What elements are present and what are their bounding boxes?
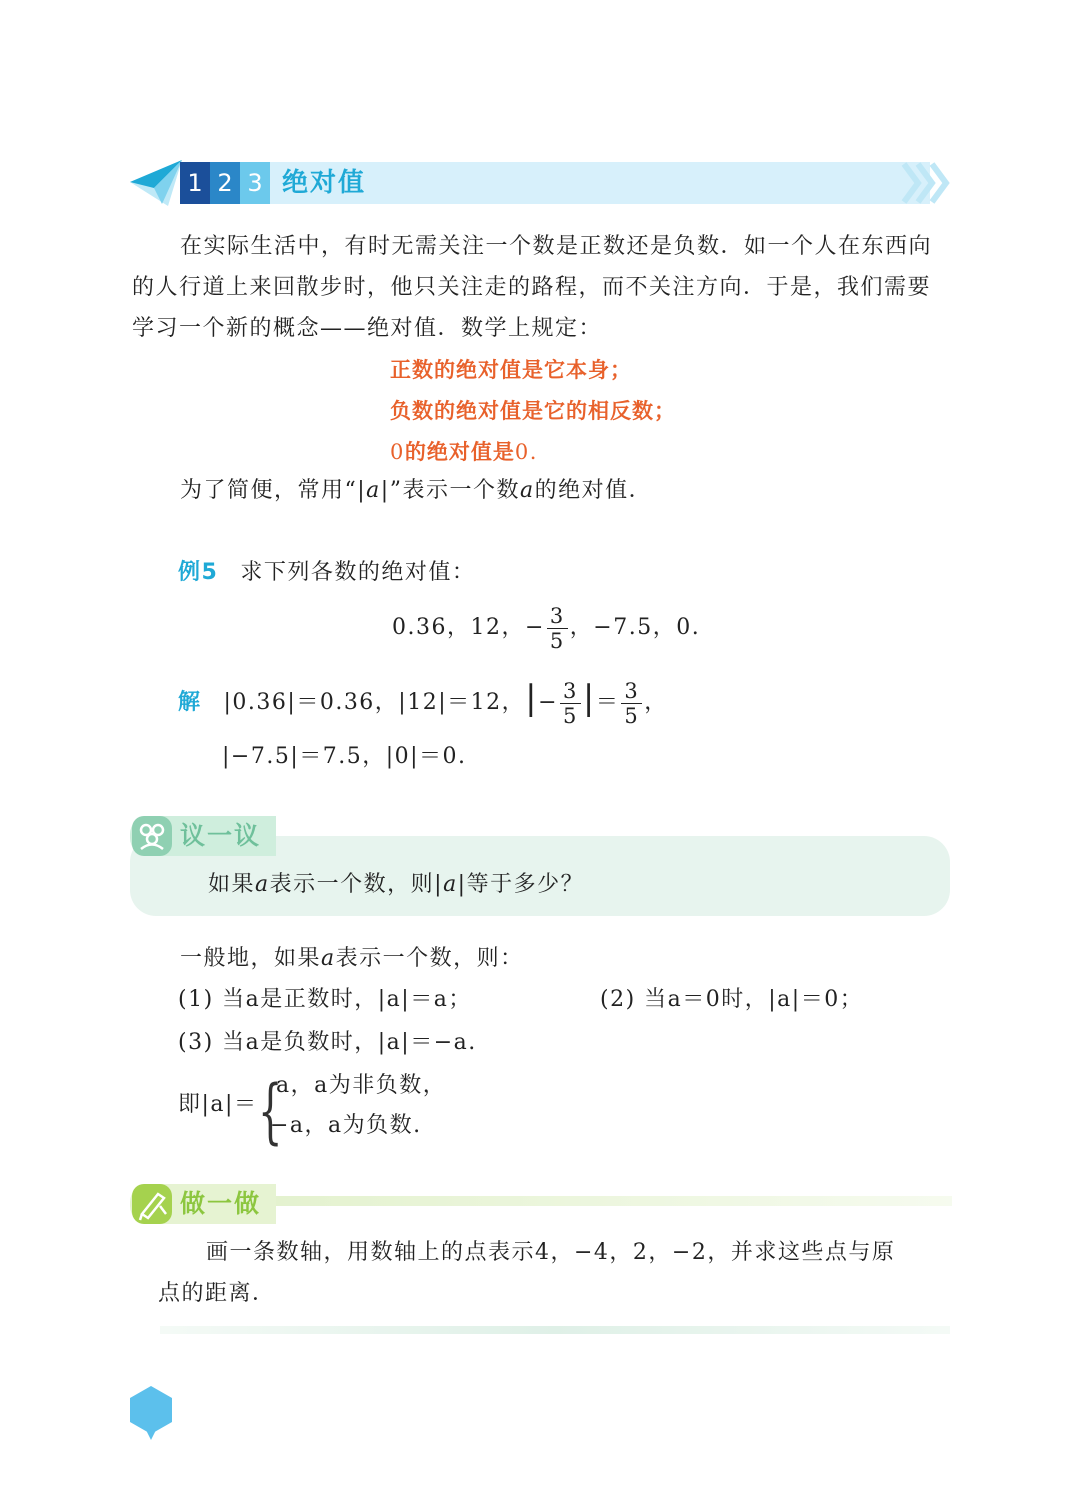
activity-line-2: 点的距离． [158, 1281, 276, 1306]
piecewise-brace: { [258, 1070, 283, 1152]
fraction-three-fifths: $\frac{3}{5}$ [547, 604, 568, 653]
solution-line-2: |−7.5|＝7.5，|0|＝0. [222, 744, 467, 769]
fraction-three-fifths: $\frac{3}{5}$ [560, 679, 581, 728]
section-title: 绝对值 [282, 168, 367, 198]
notation-sentence: 为了简便，常用“|a|”表示一个数a的绝对值． [180, 478, 653, 503]
case-positive: (1) 当a是正数时，|a|＝a； [178, 987, 472, 1012]
activity-divider [276, 1196, 952, 1206]
example-number-list: 0.36，12，− $\frac{3}{5}$ ，−7.5，0. [392, 603, 701, 653]
case-negative: (3) 当a是负数时，|a|＝−a. [178, 1030, 477, 1055]
activity-label: 做一做 [180, 1189, 262, 1218]
header-bar [270, 162, 930, 204]
piecewise-case-1: a，a为非负数， [276, 1073, 447, 1098]
piecewise-lead: 即|a|＝ [178, 1092, 258, 1117]
page-number-hexagon-icon [126, 1384, 176, 1442]
activity-bottom-divider [160, 1326, 950, 1334]
fraction-three-fifths: $\frac{3}{5}$ [621, 679, 642, 728]
section-number-2: 2 [210, 162, 240, 204]
activity-line-1: 画一条数轴，用数轴上的点表示4，−4，2，−2，并求这些点与原 [206, 1240, 896, 1265]
chevrons-icon [900, 162, 952, 204]
intro-line-1: 在实际生活中，有时无需关注一个数是正数还是负数．如一个人在东西向 [180, 234, 933, 259]
solution-line-1: 解 |0.36|＝0.36，|12|＝12，|− $\frac{3}{5}$ |＝ $\frac{3}{5}$ ， [178, 678, 668, 728]
pencil-ruler-icon [132, 1184, 172, 1224]
intro-line-2: 的人行道上来回散步时，他只关注走的路程，而不关注方向．于是，我们需要 [132, 275, 932, 300]
intro-line-3: 学习一个新的概念——绝对值．数学上规定： [132, 316, 603, 341]
section-number-1: 1 [180, 162, 210, 204]
case-zero: (2) 当a＝0时，|a|＝0； [600, 987, 864, 1012]
example-heading: 例5 求下列各数的绝对值： [178, 560, 476, 585]
piecewise-case-2: −a，a为负数. [270, 1113, 422, 1138]
rule-negative: 负数的绝对值是它的相反数； [390, 399, 676, 423]
rule-positive: 正数的绝对值是它本身； [390, 358, 632, 382]
discuss-question: 如果a表示一个数，则|a|等于多少？ [208, 872, 585, 897]
section-number-3: 3 [240, 162, 270, 204]
discuss-label: 议一议 [180, 821, 262, 850]
rule-zero: 0的绝对值是0. [390, 440, 538, 464]
general-intro: 一般地，如果a表示一个数，则： [180, 946, 524, 971]
people-icon [132, 816, 172, 856]
paper-plane-icon [128, 158, 184, 208]
